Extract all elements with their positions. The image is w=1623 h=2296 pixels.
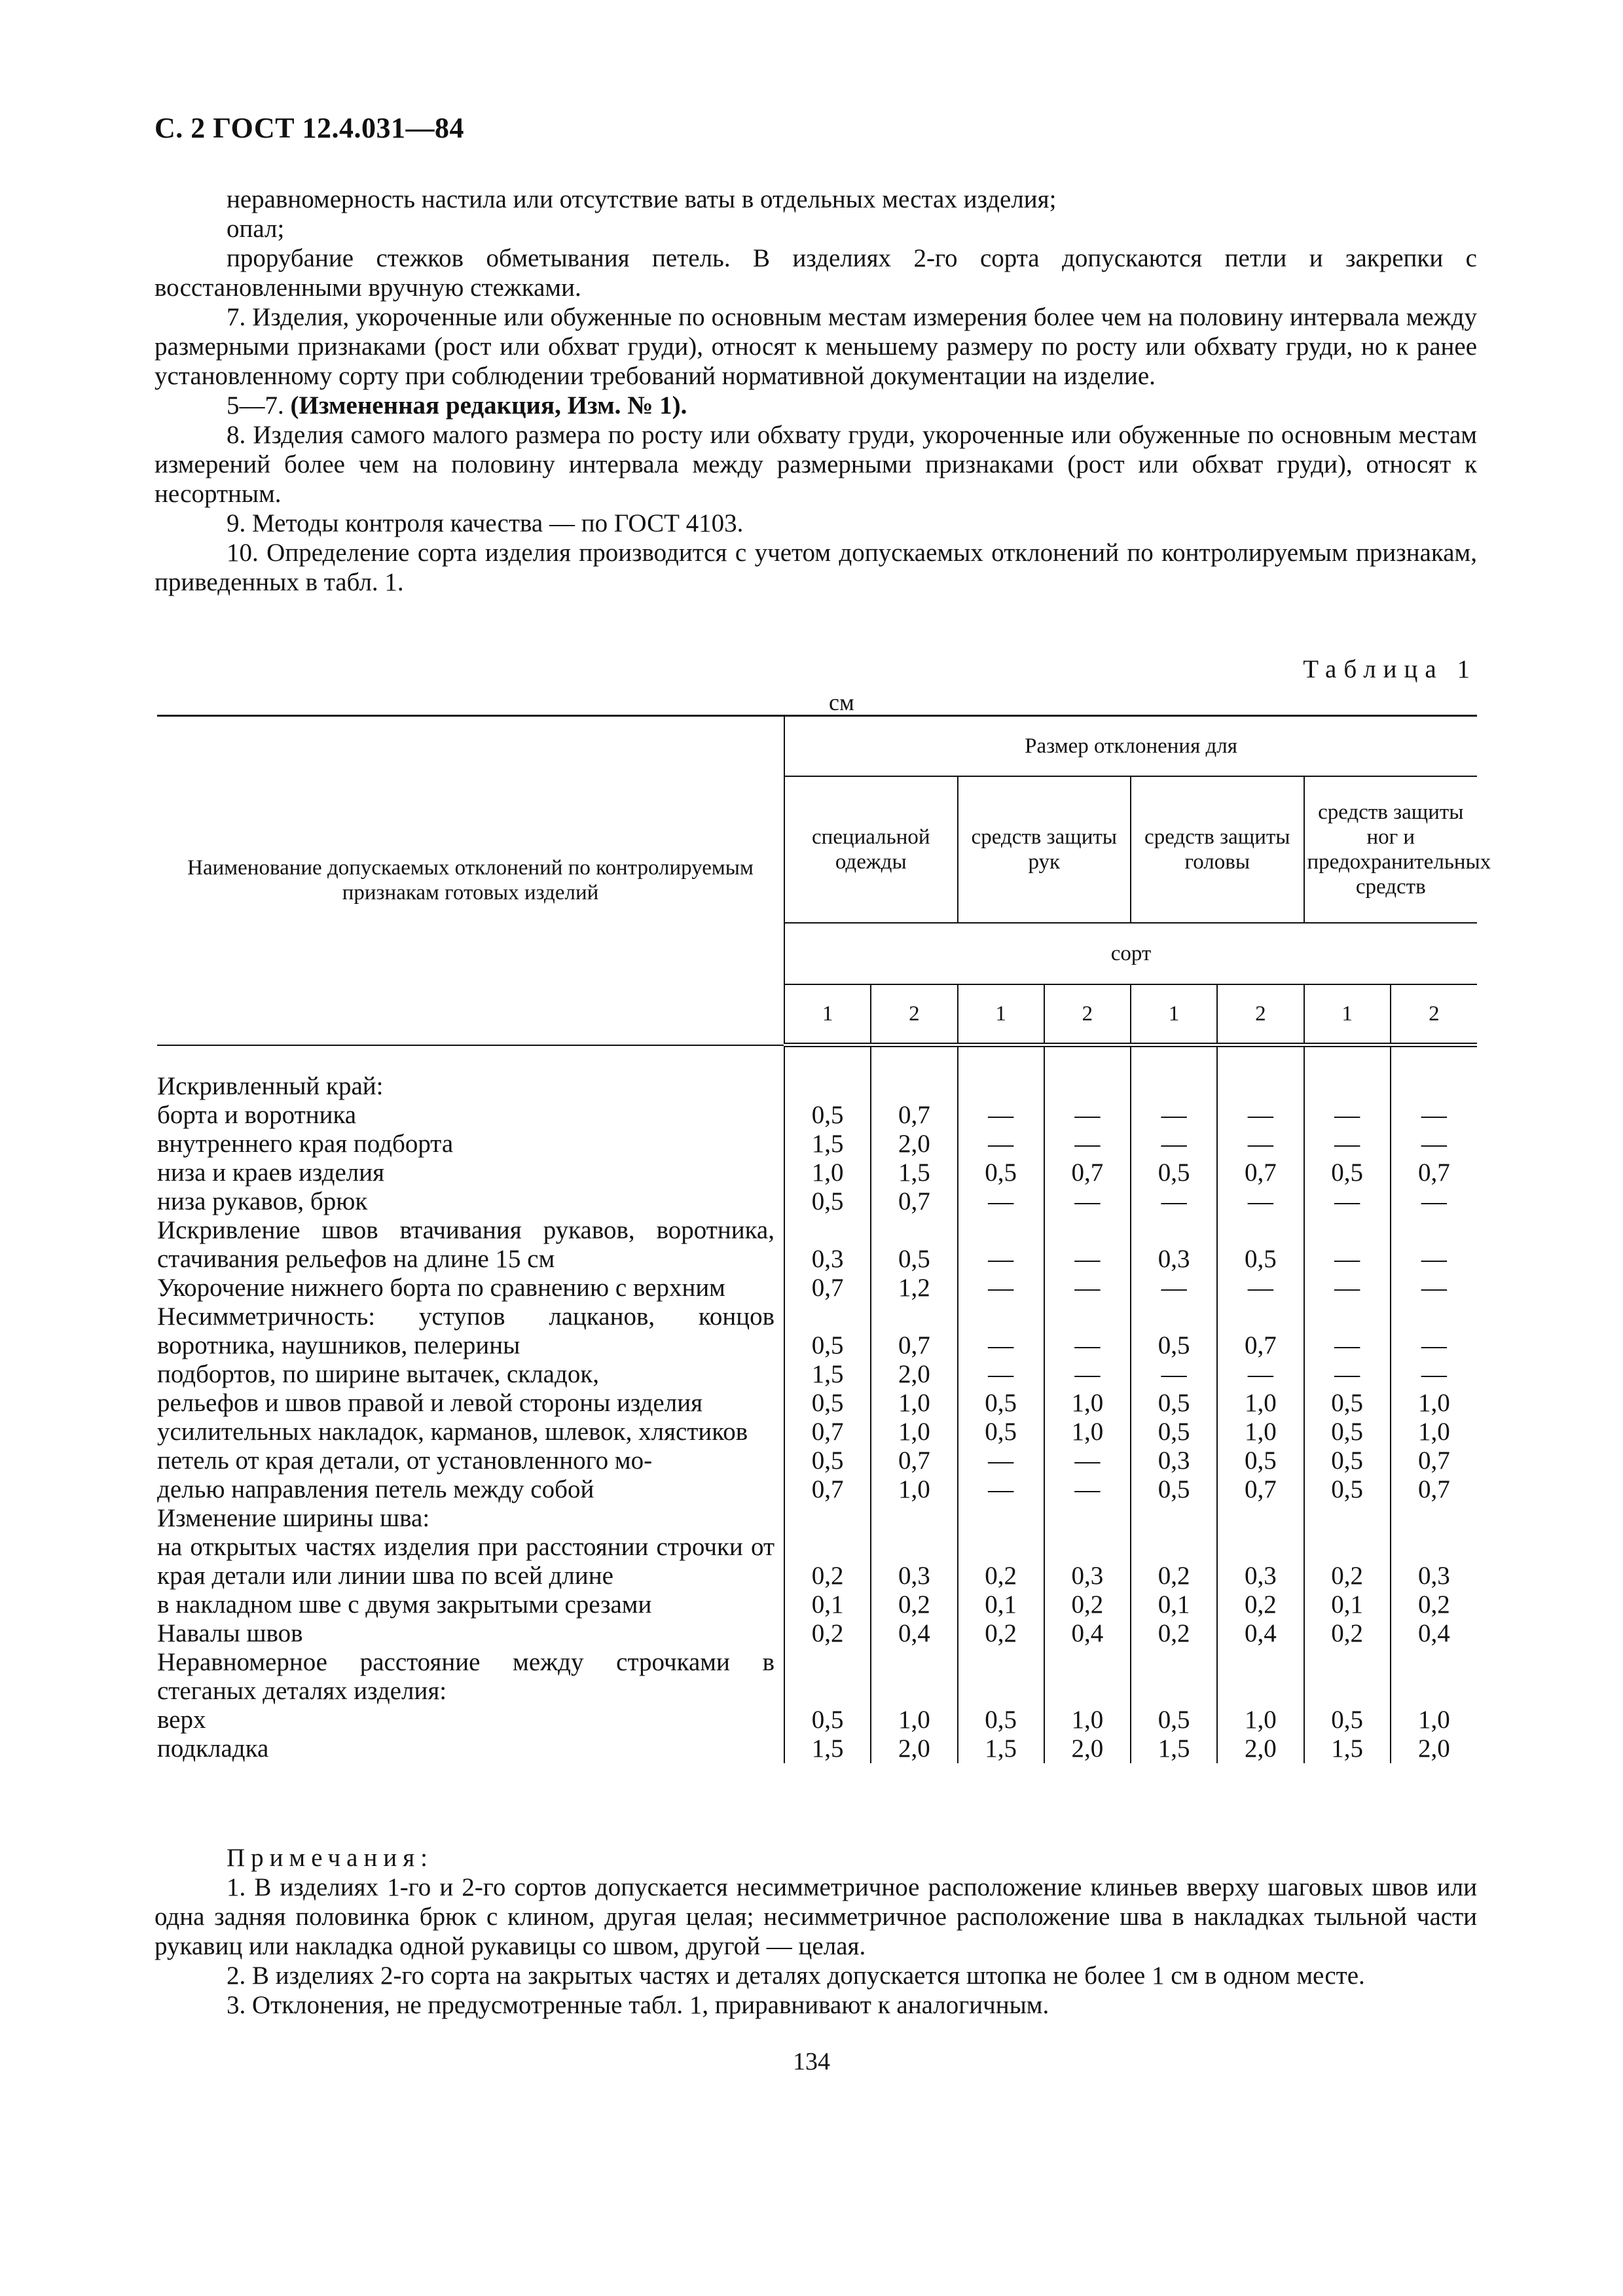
- page-number: 134: [793, 2048, 830, 2075]
- value-cell: 0,2: [1391, 1590, 1477, 1619]
- value-cell: 0,5: [784, 1187, 871, 1216]
- value-cell: —: [1391, 1274, 1477, 1302]
- value-cell: 1,5: [1131, 1734, 1217, 1763]
- table-row: [157, 1619, 1477, 1648]
- table-unit: см: [829, 689, 854, 715]
- value-cell: 0,1: [958, 1590, 1044, 1619]
- value-cell: —: [1044, 1475, 1131, 1504]
- value-cell: 1,5: [784, 1360, 871, 1389]
- value-cell: [1217, 1504, 1304, 1533]
- value-cell: —: [958, 1101, 1044, 1130]
- value-cell: 0,1: [784, 1590, 871, 1619]
- row-name: Искривленный край:: [157, 1071, 384, 1100]
- value-cell: 0,3: [1217, 1533, 1304, 1590]
- grade-cell: 2: [1044, 984, 1131, 1045]
- value-cell: 0,2: [958, 1619, 1044, 1648]
- value-cell: —: [1304, 1101, 1391, 1130]
- amendment-prefix: 5—7.: [227, 391, 284, 420]
- value-cell: 0,5: [1131, 1389, 1217, 1418]
- value-cell: [784, 1045, 871, 1101]
- row-name: верх: [157, 1705, 206, 1734]
- note-item: 2. В изделиях 2-го сорта на закрытых частях и деталях допускается штопка не более 1 см в одном месте.: [227, 1962, 1365, 1990]
- row-name: подкладка: [157, 1734, 269, 1763]
- value-cell: [784, 1648, 871, 1706]
- table-row: [157, 1533, 1477, 1590]
- row-name: Искривление швов втачивания рукавов, воротника, стачивания рельефов на длине 15 см: [157, 1215, 775, 1273]
- value-cell: [1304, 1504, 1391, 1533]
- value-cell: 2,0: [1391, 1734, 1477, 1763]
- value-cell: 0,5: [784, 1389, 871, 1418]
- value-cell: 0,7: [784, 1274, 871, 1302]
- value-cell: 0,4: [871, 1619, 957, 1648]
- value-cell: 0,5: [1304, 1446, 1391, 1475]
- table-row: [157, 1706, 1477, 1734]
- row-name: рельефов и швов правой и левой стороны изделия: [157, 1388, 703, 1417]
- paragraph: прорубание стежков обметывания петель. В изделиях 2-го сорта допускаются петли и закрепки с восстановленными вручную стежками.: [155, 244, 1477, 302]
- value-cell: —: [958, 1360, 1044, 1389]
- value-cell: 0,5: [958, 1418, 1044, 1446]
- value-cell: 0,3: [1391, 1533, 1477, 1590]
- value-cell: [958, 1648, 1044, 1706]
- note-item: 3. Отклонения, не предусмотренные табл. 1, приравнивают к аналогичным.: [227, 1991, 1049, 2019]
- grade-cell: 2: [871, 984, 957, 1045]
- value-cell: 1,0: [1391, 1706, 1477, 1734]
- row-name: делью направления петель между собой: [157, 1475, 594, 1503]
- value-cell: —: [1304, 1130, 1391, 1158]
- table-row: [157, 1418, 1477, 1446]
- deviation-table: [157, 715, 1491, 1763]
- value-cell: —: [1131, 1187, 1217, 1216]
- row-name: Неравномерное расстояние между строчками в стеганых деталях изделия:: [157, 1647, 775, 1705]
- value-cell: 0,2: [871, 1590, 957, 1619]
- group-header: средств защиты головы: [1131, 776, 1304, 923]
- value-cell: [1391, 1045, 1477, 1101]
- value-cell: [1044, 1045, 1131, 1101]
- row-name: усилительных накладок, карманов, шлевок, хлястиков: [157, 1417, 748, 1446]
- table-row: [157, 1389, 1477, 1418]
- value-cell: 0,7: [1217, 1302, 1304, 1360]
- value-cell: 1,5: [871, 1158, 957, 1187]
- paragraph: 9. Методы контроля качества — по ГОСТ 4103.: [227, 509, 744, 537]
- amendment-note: [155, 391, 1477, 420]
- value-cell: 0,5: [1217, 1216, 1304, 1274]
- row-name: в накладном шве с двумя закрытыми срезами: [157, 1590, 652, 1619]
- value-cell: —: [1391, 1216, 1477, 1274]
- value-cell: —: [1044, 1101, 1131, 1130]
- value-cell: 0,4: [1217, 1619, 1304, 1648]
- row-name: Изменение ширины шва:: [157, 1503, 430, 1532]
- value-cell: 0,7: [784, 1475, 871, 1504]
- value-cell: 0,7: [871, 1101, 957, 1130]
- row-name: внутреннего края подборта: [157, 1129, 454, 1158]
- value-cell: [1044, 1504, 1131, 1533]
- value-cell: 1,0: [1217, 1389, 1304, 1418]
- value-cell: 0,5: [1304, 1158, 1391, 1187]
- grade-cell: 1: [1304, 984, 1391, 1045]
- value-cell: 1,0: [1217, 1706, 1304, 1734]
- value-cell: 0,4: [1391, 1619, 1477, 1648]
- value-cell: [871, 1648, 957, 1706]
- value-cell: —: [1391, 1360, 1477, 1389]
- value-cell: 0,5: [1131, 1158, 1217, 1187]
- value-cell: [1044, 1648, 1131, 1706]
- row-name: борта и воротника: [157, 1100, 357, 1129]
- table-row: [157, 1158, 1477, 1187]
- value-cell: [1391, 1504, 1477, 1533]
- value-cell: 0,3: [1131, 1216, 1217, 1274]
- value-cell: 2,0: [871, 1130, 957, 1158]
- value-cell: 0,5: [784, 1101, 871, 1130]
- value-cell: [958, 1045, 1044, 1101]
- value-cell: —: [1044, 1274, 1131, 1302]
- value-cell: [1217, 1045, 1304, 1101]
- table-row: [157, 1130, 1477, 1158]
- value-cell: [1131, 1648, 1217, 1706]
- value-cell: —: [1217, 1130, 1304, 1158]
- value-cell: 0,2: [1217, 1590, 1304, 1619]
- grade-cell: 1: [958, 984, 1044, 1045]
- value-cell: 0,5: [1304, 1418, 1391, 1446]
- value-cell: —: [1391, 1187, 1477, 1216]
- value-cell: —: [1217, 1274, 1304, 1302]
- value-cell: —: [1304, 1216, 1391, 1274]
- value-cell: 0,5: [1304, 1706, 1391, 1734]
- value-cell: —: [1044, 1130, 1131, 1158]
- value-cell: 0,7: [1391, 1446, 1477, 1475]
- value-cell: [1304, 1648, 1391, 1706]
- table-row: [157, 1590, 1477, 1619]
- column-group-header: Размер отклонения для: [784, 716, 1477, 777]
- value-cell: 0,5: [1131, 1706, 1217, 1734]
- value-cell: 1,2: [871, 1274, 957, 1302]
- value-cell: —: [1217, 1101, 1304, 1130]
- value-cell: 0,5: [1304, 1475, 1391, 1504]
- value-cell: 0,1: [1304, 1590, 1391, 1619]
- value-cell: —: [1044, 1187, 1131, 1216]
- value-cell: [1131, 1045, 1217, 1101]
- table-row: [157, 1101, 1477, 1130]
- value-cell: 1,0: [784, 1158, 871, 1187]
- value-cell: 1,5: [784, 1734, 871, 1763]
- value-cell: —: [1391, 1130, 1477, 1158]
- table-row: [157, 1475, 1477, 1504]
- value-cell: [784, 1504, 871, 1533]
- paragraph: неравномерность настила или отсутствие ваты в отдельных местах изделия;: [227, 185, 1057, 213]
- value-cell: —: [1391, 1302, 1477, 1360]
- value-cell: 0,7: [1391, 1475, 1477, 1504]
- row-name: Навалы швов: [157, 1619, 303, 1647]
- row-name: на открытых частях изделия при расстоянии строчки от края детали или линии шва по всей длине: [157, 1532, 775, 1590]
- value-cell: 0,7: [871, 1446, 957, 1475]
- value-cell: 0,7: [871, 1302, 957, 1360]
- paragraph: 10. Определение сорта изделия производится с учетом допускаемых отклонений по контролируемым признакам, приведенных в табл. 1.: [155, 539, 1477, 596]
- notes-title: Примечания:: [227, 1844, 433, 1872]
- group-header: средств защиты рук: [958, 776, 1131, 923]
- table-row: [157, 1446, 1477, 1475]
- value-cell: —: [1131, 1101, 1217, 1130]
- value-cell: 1,0: [1391, 1418, 1477, 1446]
- grade-cell: 1: [784, 984, 871, 1045]
- value-cell: —: [958, 1130, 1044, 1158]
- value-cell: 0,2: [1304, 1619, 1391, 1648]
- value-cell: 0,7: [784, 1418, 871, 1446]
- table-caption: Таблица 1: [1303, 655, 1477, 683]
- value-cell: 2,0: [871, 1360, 957, 1389]
- table-row: [157, 1360, 1477, 1389]
- value-cell: —: [1044, 1302, 1131, 1360]
- group-header: средств защиты ног и предохранительных средств: [1304, 776, 1478, 923]
- value-cell: 0,3: [1044, 1533, 1131, 1590]
- deviation-table-wrapper: [157, 715, 1491, 1763]
- value-cell: 1,0: [1391, 1389, 1477, 1418]
- value-cell: [1217, 1648, 1304, 1706]
- value-cell: —: [1217, 1187, 1304, 1216]
- value-cell: [1391, 1648, 1477, 1706]
- value-cell: 0,2: [1044, 1590, 1131, 1619]
- table-row: [157, 1504, 1477, 1533]
- value-cell: —: [958, 1302, 1044, 1360]
- table-row: [157, 1302, 1477, 1360]
- value-cell: 0,5: [958, 1158, 1044, 1187]
- value-cell: 2,0: [1044, 1734, 1131, 1763]
- grade-cell: 1: [1131, 984, 1217, 1045]
- value-cell: 0,1: [1131, 1590, 1217, 1619]
- value-cell: 0,7: [871, 1187, 957, 1216]
- value-cell: —: [958, 1475, 1044, 1504]
- grade-header: сорт: [784, 923, 1477, 984]
- value-cell: 0,5: [1131, 1418, 1217, 1446]
- value-cell: —: [958, 1446, 1044, 1475]
- value-cell: —: [1044, 1360, 1131, 1389]
- value-cell: 1,0: [871, 1475, 957, 1504]
- value-cell: —: [958, 1216, 1044, 1274]
- value-cell: —: [1044, 1446, 1131, 1475]
- table-row: [157, 1734, 1477, 1763]
- table-row: [157, 1045, 1477, 1101]
- value-cell: [958, 1504, 1044, 1533]
- table-row: [157, 1187, 1477, 1216]
- value-cell: —: [1217, 1360, 1304, 1389]
- value-cell: 2,0: [1217, 1734, 1304, 1763]
- table-row: [157, 1216, 1477, 1274]
- note-item: 1. В изделиях 1-го и 2-го сортов допускается несимметричное расположение клиньев вверху шаговых швов или одна задняя половинка брюк с клином, другая целая; несимметричное расположение шва в накладках тыльной части рукавиц или накладка одной рукавицы со швом, другой — целая.: [155, 1873, 1477, 1960]
- value-cell: —: [958, 1274, 1044, 1302]
- value-cell: —: [1131, 1360, 1217, 1389]
- value-cell: 2,0: [871, 1734, 957, 1763]
- row-name: низа рукавов, брюк: [157, 1187, 368, 1215]
- row-name: петель от края детали, от установленного мо-: [157, 1446, 653, 1475]
- value-cell: 0,5: [784, 1706, 871, 1734]
- value-cell: 0,5: [958, 1389, 1044, 1418]
- amendment-text: (Измененная редакция, Изм. № 1).: [290, 391, 687, 420]
- table-row: [157, 1274, 1477, 1302]
- value-cell: 1,0: [871, 1418, 957, 1446]
- table-row: [157, 1648, 1477, 1706]
- value-cell: —: [1391, 1101, 1477, 1130]
- value-cell: 0,7: [1217, 1158, 1304, 1187]
- value-cell: —: [1131, 1130, 1217, 1158]
- value-cell: —: [1044, 1216, 1131, 1274]
- paragraph: 8. Изделия самого малого размера по росту или обхвату груди, укороченные или обуженные по основным местам измерений более чем на половину интервала между размерными признаками (рост или обхват груди), относят к несортным.: [155, 421, 1477, 508]
- value-cell: [1131, 1504, 1217, 1533]
- value-cell: [871, 1504, 957, 1533]
- grade-cell: 2: [1217, 984, 1304, 1045]
- value-cell: 0,5: [784, 1446, 871, 1475]
- value-cell: 1,0: [1044, 1389, 1131, 1418]
- value-cell: —: [958, 1187, 1044, 1216]
- value-cell: 0,3: [871, 1533, 957, 1590]
- value-cell: 0,5: [1217, 1446, 1304, 1475]
- row-name: Несимметричность: уступов лацканов, концов воротника, наушников, пелерины: [157, 1302, 775, 1359]
- row-name: Укорочение нижнего борта по сравнению с верхним: [157, 1273, 725, 1302]
- value-cell: —: [1304, 1360, 1391, 1389]
- value-cell: —: [1304, 1187, 1391, 1216]
- group-header: специальной одежды: [784, 776, 958, 923]
- value-cell: [1304, 1045, 1391, 1101]
- paragraph: 7. Изделия, укороченные или обуженные по основным местам измерения более чем на половину интервала между размерными признаками (рост или обхват груди), относят к меньшему размеру по росту или обхвату груди, но к ранее установленному сорту при соблюдении требований нормативной документации на изделие.: [155, 303, 1477, 390]
- value-cell: 0,5: [871, 1216, 957, 1274]
- value-cell: 0,5: [1131, 1302, 1217, 1360]
- value-cell: 0,3: [1131, 1446, 1217, 1475]
- value-cell: 0,2: [784, 1619, 871, 1648]
- value-cell: 1,0: [871, 1706, 957, 1734]
- grade-cell: 2: [1391, 984, 1477, 1045]
- value-cell: 1,5: [784, 1130, 871, 1158]
- value-cell: 0,4: [1044, 1619, 1131, 1648]
- value-cell: 1,5: [958, 1734, 1044, 1763]
- notes: [155, 1843, 1477, 2020]
- value-cell: 0,7: [1217, 1475, 1304, 1504]
- value-cell: —: [1304, 1302, 1391, 1360]
- page-header: С. 2 ГОСТ 12.4.031—84: [155, 112, 465, 144]
- column-header-name: Наименование допускаемых отклонений по контролируемым признакам готовых изделий: [157, 716, 784, 1045]
- value-cell: 0,2: [1304, 1533, 1391, 1590]
- value-cell: 1,0: [871, 1389, 957, 1418]
- value-cell: 0,2: [784, 1533, 871, 1590]
- body-text: [155, 185, 1477, 597]
- row-name: низа и краев изделия: [157, 1158, 385, 1187]
- value-cell: 0,5: [958, 1706, 1044, 1734]
- value-cell: 0,2: [1131, 1533, 1217, 1590]
- value-cell: 0,7: [1044, 1158, 1131, 1187]
- value-cell: 1,5: [1304, 1734, 1391, 1763]
- value-cell: —: [1304, 1274, 1391, 1302]
- value-cell: 0,2: [958, 1533, 1044, 1590]
- value-cell: 1,0: [1217, 1418, 1304, 1446]
- value-cell: 0,5: [1304, 1389, 1391, 1418]
- value-cell: 0,3: [784, 1216, 871, 1274]
- value-cell: 0,5: [784, 1302, 871, 1360]
- value-cell: 0,5: [1131, 1475, 1217, 1504]
- value-cell: 1,0: [1044, 1706, 1131, 1734]
- paragraph: опал;: [227, 215, 285, 243]
- value-cell: 1,0: [1044, 1418, 1131, 1446]
- value-cell: 0,7: [1391, 1158, 1477, 1187]
- value-cell: [871, 1045, 957, 1101]
- row-name: подбортов, по ширине вытачек, складок,: [157, 1359, 600, 1388]
- value-cell: 0,2: [1131, 1619, 1217, 1648]
- value-cell: —: [1131, 1274, 1217, 1302]
